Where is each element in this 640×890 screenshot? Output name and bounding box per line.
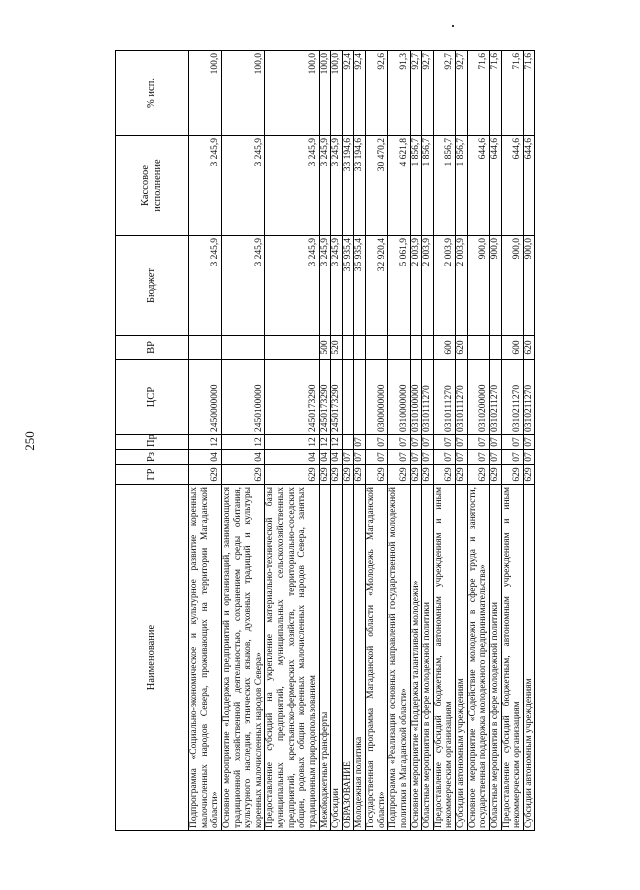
table-cell-vr: 620 — [456, 336, 468, 360]
table-row — [189, 51, 222, 831]
table-cell-rz: 07 — [456, 450, 468, 465]
table-cell-name: Подпрограмма «Реализация основных направлений государственной молодежной политики в Магаданской области» — [388, 485, 410, 831]
table-cell-rz: 07 — [433, 450, 455, 465]
table-cell-budget: 900,0 — [501, 236, 523, 336]
table-cell-pr: 12 — [221, 435, 265, 450]
table-cell-name: Предоставление субсидий на укрепление материально-технической базы муниципальных предприятий, муниципальных сельскохозяйственных предприятий, крестьянско-фермерских хозяйств, территориально-соседских общин, родовых общин коренных малочисленных народов Севера, занятых традиционным природопользованием — [265, 485, 319, 831]
table-cell-pr: 07 — [422, 435, 434, 450]
table-cell-budget: 32 920,4 — [366, 236, 388, 336]
table-row — [388, 51, 410, 831]
table-cell-cash: 644,6 — [489, 136, 501, 236]
table-cell-rz: 07 — [501, 450, 523, 465]
table-cell-name: ОБРАЗОВАНИЕ — [342, 485, 354, 831]
table-cell-csr: 0310200000 — [467, 360, 489, 435]
table-cell-vr — [467, 336, 489, 360]
table-header-row — [116, 51, 189, 831]
table-cell-cash: 644,6 — [501, 136, 523, 236]
table-cell-name: Подпрограмма «Социально-экономическое и культурное развитие коренных малочисленных народов Севера, проживающих на территории Магаданской области» — [189, 485, 222, 831]
table-cell-rz: 07 — [489, 450, 501, 465]
table-cell-vr — [342, 336, 354, 360]
table-cell-pr: 12 — [265, 435, 319, 450]
table-cell-cash: 3 245,9 — [265, 136, 319, 236]
table-row — [433, 51, 455, 831]
table-cell-cash: 33 194,6 — [342, 136, 354, 236]
table-cell-budget: 3 245,9 — [265, 236, 319, 336]
table-cell-pr: 12 — [319, 435, 331, 450]
table-cell-name: Субсидии автономным учреждениям — [523, 485, 535, 831]
table-row — [501, 51, 523, 831]
table-cell-budget: 2 003,9 — [410, 236, 422, 336]
table-cell-gr: 629 — [354, 465, 366, 485]
table-cell-cash: 3 245,9 — [221, 136, 265, 236]
table-cell-csr: 2450173290 — [265, 360, 319, 435]
table-cell-csr: 0310111270 — [433, 360, 455, 435]
table-cell-budget: 900,0 — [467, 236, 489, 336]
table-cell-rz: 07 — [366, 450, 388, 465]
table-cell-csr: 0310000000 — [388, 360, 410, 435]
table-cell-name: Областные мероприятия в сфере молодежной политики — [422, 485, 434, 831]
table-cell-pct: 100,0 — [319, 51, 331, 136]
table-row — [410, 51, 422, 831]
rotated-table-container — [115, 51, 612, 831]
table-cell-vr — [366, 336, 388, 360]
table-cell-gr: 629 — [388, 465, 410, 485]
col-header-gr: ГР — [116, 465, 189, 485]
table-cell-vr: 500 — [319, 336, 331, 360]
stray-dot — [452, 25, 454, 27]
table-cell-rz: 04 — [331, 450, 343, 465]
table-cell-pr: 07 — [354, 435, 366, 450]
table-cell-csr — [354, 360, 366, 435]
table-cell-pr: 07 — [467, 435, 489, 450]
table-cell-name: Субсидии — [331, 485, 343, 831]
table-cell-name: Основное мероприятие «Поддержка предприятий и организаций, занимающихся традиционной хозяйственной деятельностью, сохранением среды обитания, культурного наследия, этнических языков, духовных традиций и культуры коренных малочисленных народов Севера» — [221, 485, 265, 831]
table-cell-cash: 1 856,7 — [433, 136, 455, 236]
table-cell-vr: 620 — [523, 336, 535, 360]
table-cell-rz: 07 — [342, 450, 354, 465]
table-cell-csr: 0310211270 — [489, 360, 501, 435]
table-cell-vr — [189, 336, 222, 360]
table-cell-cash: 3 245,9 — [331, 136, 343, 236]
col-header-pct: % исп. — [116, 51, 189, 136]
table-row — [319, 51, 331, 831]
col-header-budget: Бюджет — [116, 236, 189, 336]
table-cell-rz: 04 — [265, 450, 319, 465]
table-cell-rz: 04 — [319, 450, 331, 465]
table-cell-budget: 3 245,9 — [189, 236, 222, 336]
table-cell-budget: 3 245,9 — [221, 236, 265, 336]
table-cell-vr — [489, 336, 501, 360]
table-cell-name: Основное мероприятие «Поддержка талантливой молодежи» — [410, 485, 422, 831]
table-cell-budget: 5 061,9 — [388, 236, 410, 336]
table-cell-gr: 629 — [422, 465, 434, 485]
table-cell-budget: 2 003,9 — [433, 236, 455, 336]
table-cell-pct: 100,0 — [331, 51, 343, 136]
table-cell-budget: 900,0 — [489, 236, 501, 336]
table-cell-cash: 30 470,2 — [366, 136, 388, 236]
table-cell-gr: 629 — [433, 465, 455, 485]
table-cell-name: Предоставление субсидий бюджетным, автономным учреждениям и иным некоммерческим организациям — [501, 485, 523, 831]
table-body — [189, 51, 535, 831]
table-cell-gr: 629 — [265, 465, 319, 485]
table-cell-pr: 07 — [456, 435, 468, 450]
table-cell-vr: 520 — [331, 336, 343, 360]
table-cell-pr: 12 — [189, 435, 222, 450]
table-row — [354, 51, 366, 831]
budget-table — [115, 50, 535, 831]
col-header-cash: Кассовое исполнение — [116, 136, 189, 236]
table-cell-name: Государственная программа Магаданской области «Молодежь Магаданской области» — [366, 485, 388, 831]
table-cell-name: Основное мероприятие «Содействие молодежи в сфере труда и занятости, государственная поддержка молодежного предпринимательства» — [467, 485, 489, 831]
table-cell-vr — [410, 336, 422, 360]
table-cell-csr — [342, 360, 354, 435]
col-header-vr: ВР — [116, 336, 189, 360]
table-cell-vr — [388, 336, 410, 360]
table-cell-pr: 07 — [489, 435, 501, 450]
table-cell-budget: 35 935,4 — [354, 236, 366, 336]
table-cell-csr: 2450173290 — [319, 360, 331, 435]
table-cell-csr: 2450100000 — [221, 360, 265, 435]
table-cell-rz: 07 — [467, 450, 489, 465]
table-cell-gr: 629 — [489, 465, 501, 485]
table-cell-cash: 1 856,7 — [456, 136, 468, 236]
table-cell-csr: 0310100000 — [410, 360, 422, 435]
table-cell-gr: 629 — [456, 465, 468, 485]
table-cell-pr: 07 — [388, 435, 410, 450]
table-cell-gr: 629 — [467, 465, 489, 485]
table-cell-cash: 33 194,6 — [354, 136, 366, 236]
col-header-name: Наименование — [116, 485, 189, 831]
table-cell-name: Молодежная политика — [354, 485, 366, 831]
col-header-csr: ЦСР — [116, 360, 189, 435]
table-cell-vr: 600 — [433, 336, 455, 360]
table-row — [456, 51, 468, 831]
table-cell-budget: 2 003,9 — [456, 236, 468, 336]
table-cell-pct: 92,6 — [366, 51, 388, 136]
table-cell-pct: 71,6 — [489, 51, 501, 136]
table-cell-pr: 12 — [331, 435, 343, 450]
table-cell-pct: 71,6 — [523, 51, 535, 136]
table-cell-rz: 04 — [221, 450, 265, 465]
table-cell-pct: 71,6 — [467, 51, 489, 136]
table-cell-vr — [221, 336, 265, 360]
table-cell-rz: 07 — [523, 450, 535, 465]
table-cell-name: Областные мероприятия в сфере молодежной политики — [489, 485, 501, 831]
table-cell-csr: 0310211270 — [501, 360, 523, 435]
table-cell-pct: 92,4 — [342, 51, 354, 136]
table-cell-gr: 629 — [342, 465, 354, 485]
table-cell-gr: 629 — [331, 465, 343, 485]
table-cell-rz: 07 — [422, 450, 434, 465]
table-cell-budget: 35 935,4 — [342, 236, 354, 336]
table-cell-cash: 1 856,7 — [422, 136, 434, 236]
table-cell-pct: 92,4 — [354, 51, 366, 136]
table-row — [422, 51, 434, 831]
table-cell-name: Субсидии автономным учреждениям — [456, 485, 468, 831]
table-cell-pr: 07 — [410, 435, 422, 450]
table-row — [489, 51, 501, 831]
col-header-rz: Рз — [116, 450, 189, 465]
table-cell-budget: 3 245,9 — [331, 236, 343, 336]
table-cell-vr — [422, 336, 434, 360]
table-cell-pr: 07 — [501, 435, 523, 450]
col-header-pr: Пр — [116, 435, 189, 450]
table-row — [265, 51, 319, 831]
table-cell-csr: 0310111270 — [456, 360, 468, 435]
table-cell-csr: 0300000000 — [366, 360, 388, 435]
table-cell-name: Предоставление субсидий бюджетным, автономным учреждениям и иным некоммерческим организациям — [433, 485, 455, 831]
page-number: 250 — [21, 431, 37, 451]
table-cell-vr — [265, 336, 319, 360]
table-row — [221, 51, 265, 831]
table-cell-gr: 629 — [319, 465, 331, 485]
table-cell-csr: 0310211270 — [523, 360, 535, 435]
table-cell-pr: 07 — [433, 435, 455, 450]
table-cell-rz: 07 — [354, 450, 366, 465]
table-cell-rz: 07 — [410, 450, 422, 465]
table-cell-name: Межбюджетные трансферты — [319, 485, 331, 831]
table-cell-csr: 0310111270 — [422, 360, 434, 435]
table-cell-vr — [354, 336, 366, 360]
table-cell-pct: 71,6 — [501, 51, 523, 136]
table-row — [366, 51, 388, 831]
table-cell-cash: 4 621,8 — [388, 136, 410, 236]
table-cell-budget: 2 003,9 — [422, 236, 434, 336]
table-row — [331, 51, 343, 831]
table-cell-csr: 2450000000 — [189, 360, 222, 435]
table-cell-cash: 1 856,7 — [410, 136, 422, 236]
table-cell-cash: 3 245,9 — [189, 136, 222, 236]
table-cell-pct: 100,0 — [265, 51, 319, 136]
table-cell-rz: 04 — [189, 450, 222, 465]
table-cell-vr: 600 — [501, 336, 523, 360]
table-cell-pr — [342, 435, 354, 450]
table-cell-budget: 900,0 — [523, 236, 535, 336]
table-row — [342, 51, 354, 831]
table-cell-pct: 92,7 — [410, 51, 422, 136]
table-cell-gr: 629 — [189, 465, 222, 485]
table-cell-cash: 644,6 — [467, 136, 489, 236]
table-cell-gr: 629 — [410, 465, 422, 485]
table-cell-pr: 07 — [523, 435, 535, 450]
table-cell-cash: 644,6 — [523, 136, 535, 236]
table-cell-pct: 92,7 — [422, 51, 434, 136]
table-row — [467, 51, 489, 831]
table-cell-gr: 629 — [501, 465, 523, 485]
table-cell-gr: 629 — [366, 465, 388, 485]
table-cell-pct: 91,3 — [388, 51, 410, 136]
table-cell-gr: 629 — [221, 465, 265, 485]
table-cell-budget: 3 245,9 — [319, 236, 331, 336]
table-cell-rz: 07 — [388, 450, 410, 465]
table-cell-pct: 92,7 — [433, 51, 455, 136]
table-cell-pct: 100,0 — [221, 51, 265, 136]
table-cell-pct: 100,0 — [189, 51, 222, 136]
table-cell-cash: 3 245,9 — [319, 136, 331, 236]
table-cell-pct: 92,7 — [456, 51, 468, 136]
table-cell-gr: 629 — [523, 465, 535, 485]
table-row — [523, 51, 535, 831]
table-cell-pr: 07 — [366, 435, 388, 450]
table-cell-csr: 2450173290 — [331, 360, 343, 435]
